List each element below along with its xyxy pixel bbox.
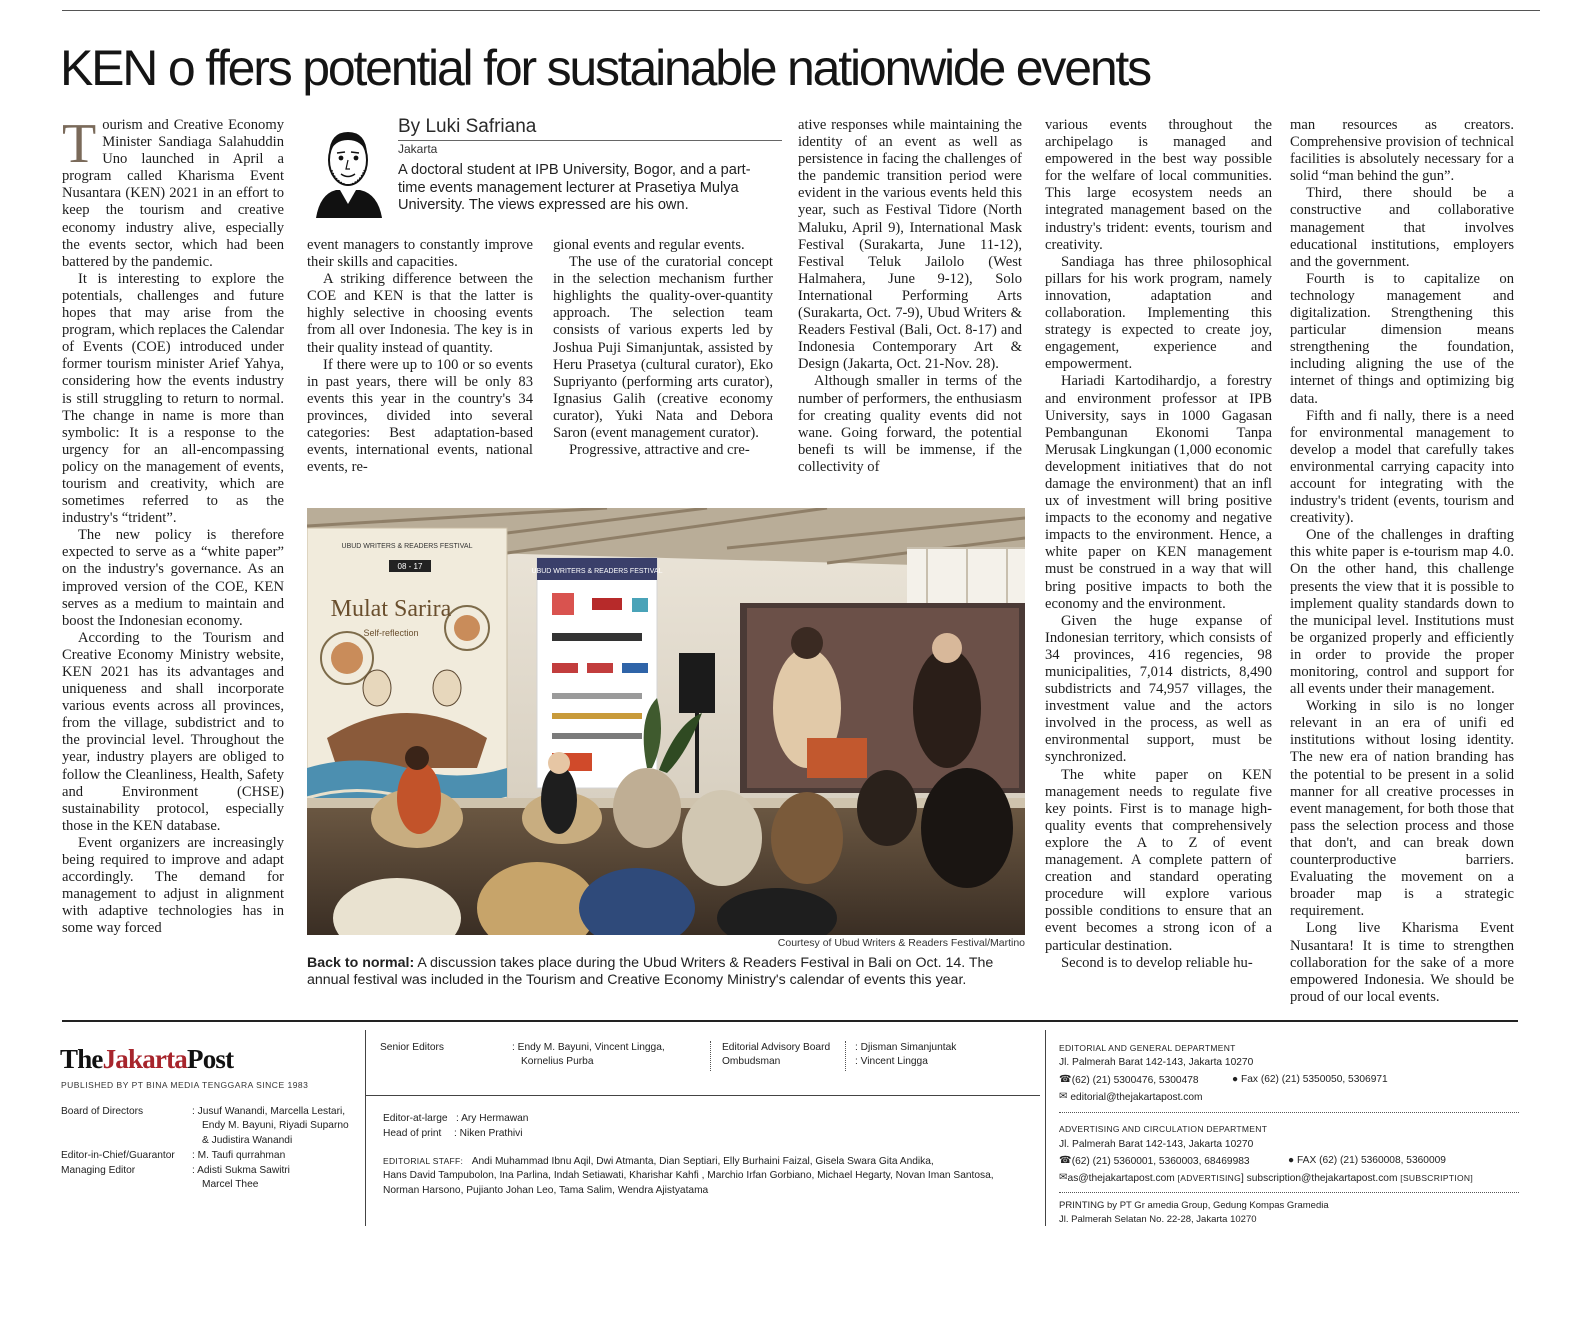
paragraph: Long live Kharisma Event Nusantara! It is time to strengthen collaboration for the sake of a more empowered Indonesia. We should be proud of our local events. bbox=[1290, 920, 1514, 1005]
paragraph: Second is to develop reliable hu- bbox=[1061, 954, 1253, 971]
photo-credit: Courtesy of Ubud Writers & Readers Festival/Martino bbox=[777, 937, 1025, 949]
jakarta-post-logo bbox=[60, 1044, 233, 1075]
article-column-4 bbox=[798, 117, 1022, 495]
festival-photo-illustration bbox=[307, 508, 1025, 935]
photo-caption bbox=[307, 955, 1025, 989]
paragraph: ourism and Creative Economy Minister Sandiaga Salahuddin Uno launched in April a program called Kharisma Event Nusantara (KEN) 2021 in an effort to keep the tourism and creative economy industry alive, especially the events sector, which had been battered by the pandemic. bbox=[62, 117, 284, 270]
editor-in-chief-name: : M. Taufi qurrahman bbox=[192, 1150, 286, 1161]
paragraph: Progressive, attractive and cre- bbox=[569, 442, 750, 459]
paragraph: Hariadi Kartodihardjo, a forestry and environment professor at IPB University, says in 1000 Gagasan Pembangunan Ekonomi Tanpa Merusak Lingkungan (1,000 economic development initiatives that do not damage the environment) that an infl ux of investment will bring positive impacts to the economy and negative impacts to the environment. Hence, a white paper on KEN management must be construed in a way that will bring positive impacts to both the economy and the environment. bbox=[1045, 373, 1272, 612]
board-of-directors-label: Board of Directors bbox=[61, 1106, 144, 1117]
printing-line: PRINTING by PT Gr amedia Group, Gedung Kompas Gramedia bbox=[1059, 1200, 1329, 1211]
footer-divider bbox=[1045, 1030, 1046, 1226]
editorial-email: ✉ editorial@thejakartapost.com bbox=[1059, 1091, 1203, 1103]
article-column-1 bbox=[62, 117, 284, 1007]
paragraph: Although smaller in terms of the number of performers, the enthusiasm for creating quality events did not wane. Going forward, the potential benefi ts will be immense, if the collectivity of bbox=[798, 373, 1022, 475]
author-portrait bbox=[306, 118, 390, 218]
article-column-2 bbox=[307, 237, 533, 495]
fax-icon: ● bbox=[1232, 1074, 1239, 1085]
editorial-fax: ● Fax (62) (21) 5350050, 5306971 bbox=[1232, 1074, 1388, 1085]
managing-editor-names: : Adisti Sukma Sawitri Marcel Thee bbox=[192, 1165, 290, 1191]
paragraph: various events throughout the archipelago is managed and empowered in the best way possible for the welfare of local communities. This large ecosystem needs an integrated management based on the industry's trident: events, tourism and creativity. bbox=[1045, 117, 1272, 253]
paragraph: Given the huge expanse of Indonesian territory, which consists of 34 provinces, 416 regencies, 98 municipalities, 7,014 districts, 8,490 subdistricts and 74,957 villages, the investment value and the actors involved in the process, as well as environmental support, must be synchronized. bbox=[1045, 612, 1272, 766]
advertising-fax: ● FAX (62) (21) 5360008, 5360009 bbox=[1288, 1155, 1446, 1166]
paragraph: Sandiaga has three philosophical pillars for his work program, namely innovation, adaptation and collaboration. Implementing this strategy is expected to create joy, engagement, experience and empowerment. bbox=[1045, 253, 1272, 373]
printing-address: Jl. Palmerah Selatan No. 22-28, Jakarta 10270 bbox=[1059, 1214, 1257, 1225]
paragraph: A striking difference between the COE and KEN is that the latter is highly selective in choosing events from all over Indonesia. The key is in their quality instead of quantity. bbox=[307, 271, 533, 356]
head-of-print-label: Head of print bbox=[383, 1128, 442, 1139]
advertising-department-label: ADVERTISING AND CIRCULATION DEPARTMENT bbox=[1059, 1124, 1268, 1134]
footer-rule bbox=[62, 1020, 1518, 1022]
byline-box bbox=[306, 114, 782, 224]
mail-icon: ✉ bbox=[1059, 1091, 1068, 1102]
poster-dates: 08 - 17 bbox=[397, 562, 423, 571]
top-rule bbox=[62, 10, 1540, 11]
footer-divider bbox=[1059, 1192, 1519, 1193]
caption-text: A discussion takes place during the Ubud Writers & Readers Festival in Bali on Oct. 14. The annual festival was included in the Tourism and Creative Economy Ministry's calendar of events this year. bbox=[307, 955, 994, 988]
paragraph: The use of the curatorial concept in the selection mechanism further highlights the quality-over-quantity approach. The selection team consists of various experts led by Joshua Puji Simanjuntak, assisted by Heru Prasetya (cultural curator), Eko Supriyanto (performing arts curator), Ignasius Galih (creative economy curator), Yuki Nata and Debora Saron (event management curator). bbox=[553, 254, 773, 442]
editor-at-large-name: : Ary Hermawan bbox=[456, 1113, 529, 1124]
paragraph: man resources as creators. Comprehensive provision of technical facilities is absolutely necessary for a solid “man behind the gun”. bbox=[1290, 117, 1514, 185]
headline: KEN o ffers potential for sustainable nationwide events bbox=[60, 40, 1150, 96]
editorial-department-label: EDITORIAL AND GENERAL DEPARTMENT bbox=[1059, 1043, 1236, 1053]
advisory-board-names: : Djisman Simanjuntak : Vincent Lingga bbox=[855, 1042, 957, 1068]
footer-divider bbox=[845, 1041, 846, 1071]
article-column-5 bbox=[1045, 117, 1272, 1007]
senior-editors-label: Senior Editors bbox=[380, 1042, 444, 1053]
paragraph: According to the Tourism and Creative Economy Ministry website, KEN 2021 has its advantages and uniqueness and shall incorporate various events across all provinces, from the village, subdistrict and to the provincial level. Throughout the year, industry players are obliged to follow the Cleanliness, Health, Safety and Environment (CHSE) sustainability protocol, especially those in the KEN database. bbox=[62, 629, 284, 834]
dateline: Jakarta bbox=[398, 142, 438, 156]
sponsor-banner-title: UBUD WRITERS & READERS FESTIVAL bbox=[531, 568, 663, 575]
paragraph: Working in silo is no longer relevant in an era of unifi ed institutions without losing identity. The new era of nation branding has the potential to be present in a solid manner for all creative processes in event management, for both those that pass the selection process and those that don't, and can break down counterproductive barriers. Evaluating the movement on a broader map is a strategic requirement. bbox=[1290, 698, 1514, 920]
footer-divider bbox=[1059, 1112, 1519, 1113]
logo-the: The bbox=[60, 1044, 103, 1074]
poster-title: Mulat Sarira bbox=[330, 596, 452, 622]
paragraph: The new policy is therefore expected to serve as a “white paper” on the industry's governance. As an improved version of the COE, KEN serves as a medium to maintain and boost the Indonesian economy. bbox=[62, 527, 284, 629]
paragraph: The white paper on KEN management needs to regulate five key points. First is to manage high-quality events that comprehensively explore the A to Z of event management. A complete pattern of creation and standard operating procedure will explore various possible conditions to ensure that an event becomes a strong icon of a particular destination. bbox=[1045, 766, 1272, 954]
logo-post: Post bbox=[187, 1044, 234, 1074]
editor-at-large-label: Editor-at-large bbox=[383, 1113, 448, 1124]
logo-jakarta: Jakarta bbox=[102, 1044, 188, 1074]
article-column-3 bbox=[553, 237, 773, 495]
paragraph: Fifth and fi nally, there is a need for environmental management to develop a model that carefully takes environmental carrying capacity into account for integrating with the industry's trident (events, tourism and creativity). bbox=[1290, 407, 1514, 527]
paragraph: Event organizers are increasingly being required to improve and adapt accordingly. The demand for management to adjust in alignment with adaptive technologies has in some way forced bbox=[62, 834, 284, 937]
paragraph: It is interesting to explore the potentials, challenges and future hopes that may arise from the program, which replaces the Calendar of Events (COE) introduced under former tourism minister Arief Yahya, considering how the events industry is still struggling to return to normal. The change in name is more than symbolic: It is a response to the urgency for an all-encompassing policy on the management of events, tourism and creativity, which are sometimes referred to as the industry's “trident”. bbox=[62, 270, 284, 527]
paragraph: gional events and regular events. bbox=[553, 237, 745, 253]
advertising-phone: ☎(62) (21) 5360001, 5360003, 68469983 bbox=[1059, 1155, 1250, 1167]
managing-editor-label: Managing Editor bbox=[61, 1165, 136, 1176]
paragraph: ative responses while maintaining the identity of an event as well as persistence in facing the challenges of the pandemic transition period were evident in the various events held this year, such as Festival Tidore (North Maluku, April 9), International Mask Festival (Surakarta, June 11-12), Festival Teluk Jailolo (West Halmahera, June 9-12), Solo International Performing Arts (Surakarta, Oct. 7-9), Ubud Writers & Readers Festival (Bali, Oct. 8-17) and Indonesia Contemporary Art & Design (Jakarta, Oct. 21-Nov. 28). bbox=[798, 117, 1022, 373]
advisory-board-labels: Editorial Advisory Board Ombudsman bbox=[722, 1042, 831, 1068]
head-of-print-name: : Niken Prathivi bbox=[454, 1128, 523, 1139]
mail-icon: ✉ bbox=[1059, 1172, 1068, 1184]
fax-icon: ● bbox=[1288, 1155, 1295, 1166]
caption-lead: Back to normal: bbox=[307, 955, 415, 971]
advertising-email: ✉as@thejakartapost.com [ADVERTISING] subscription@thejakartapost.com [SUBSCRIPTION] bbox=[1059, 1172, 1473, 1184]
paragraph: If there were up to 100 or so events in past years, there will be only 83 events this year in the country's 34 provinces, divided into several categories: Best adaptation-based events, international events, national events, re- bbox=[307, 356, 533, 476]
editorial-phone: ☎(62) (21) 5300476, 5300478 bbox=[1059, 1074, 1199, 1086]
senior-editors-names: : Endy M. Bayuni, Vincent Lingga, Kornelius Purba bbox=[512, 1042, 665, 1068]
editorial-address: Jl. Palmerah Barat 142-143, Jakarta 10270 bbox=[1059, 1057, 1254, 1068]
author-name: By Luki Safriana bbox=[398, 116, 537, 137]
footer-divider bbox=[365, 1095, 1040, 1096]
editorial-staff-label: EDITORIAL STAFF: bbox=[383, 1156, 464, 1166]
board-of-directors-names: : Jusuf Wanandi, Marcella Lestari, Endy M. Bayuni, Riyadi Suparno & Judistira Wanandi bbox=[192, 1106, 349, 1146]
editorial-staff: EDITORIAL STAFF: Andi Muhammad Ibnu Aqil, Dwi Atmanta, Dian Septiari, Elly Burhaini Faizal, Gisela Swara Gita Andika, Hans David Tampubolon, Ina Parlina, Indah Setiawati, Kharishar Kahfi , Marchio Irfan Gorbiano, Michael Hegarty, Novan Iman Santosa, Norman Harsono, Pujianto Johan Leo, Tama Salim, Wendra Ajistyatama bbox=[383, 1156, 994, 1196]
footer-divider bbox=[710, 1041, 711, 1071]
editor-in-chief-label: Editor-in-Chief/Guarantor bbox=[61, 1150, 175, 1161]
paragraph: event managers to constantly improve their skills and capacities. bbox=[307, 237, 533, 271]
paragraph: One of the challenges in drafting this white paper is e-tourism map 4.0. On the other hand, this challenge presents the view that it is possible to implement quality standards down to the municipal level. Institutions must be organized properly and efficiently in order to provide the proper monitoring, control and support for all events under their management. bbox=[1290, 527, 1514, 698]
author-bio: A doctoral student at IPB University, Bogor, and a part-time events management lecturer at Prasetiya Mulya University. The views expressed are his own. bbox=[398, 162, 751, 213]
paragraph: Fourth is to capitalize on technology management and digitalization. Strengthening this particular dimension means strengthening the foundation, including aligning the use of the internet of things and optimizing big data. bbox=[1290, 270, 1514, 407]
byline-rule bbox=[398, 140, 782, 141]
phone-icon: ☎ bbox=[1059, 1074, 1072, 1085]
poster-subtitle: Self-reflection bbox=[363, 628, 419, 638]
poster-brand: UBUD WRITERS & READERS FESTIVAL bbox=[341, 543, 473, 550]
article-column-6 bbox=[1290, 117, 1514, 1007]
drop-cap: T bbox=[62, 117, 97, 175]
advertising-address: Jl. Palmerah Barat 142-143, Jakarta 10270 bbox=[1059, 1139, 1254, 1150]
publisher-line: PUBLISHED BY PT BINA MEDIA TENGGARA SINCE 1983 bbox=[61, 1080, 309, 1090]
phone-icon: ☎ bbox=[1059, 1155, 1072, 1166]
footer-divider bbox=[365, 1030, 366, 1226]
paragraph: Third, there should be a constructive and collaborative management that involves educational institutions, employers and the government. bbox=[1290, 185, 1514, 270]
festival-photo bbox=[307, 508, 1025, 935]
